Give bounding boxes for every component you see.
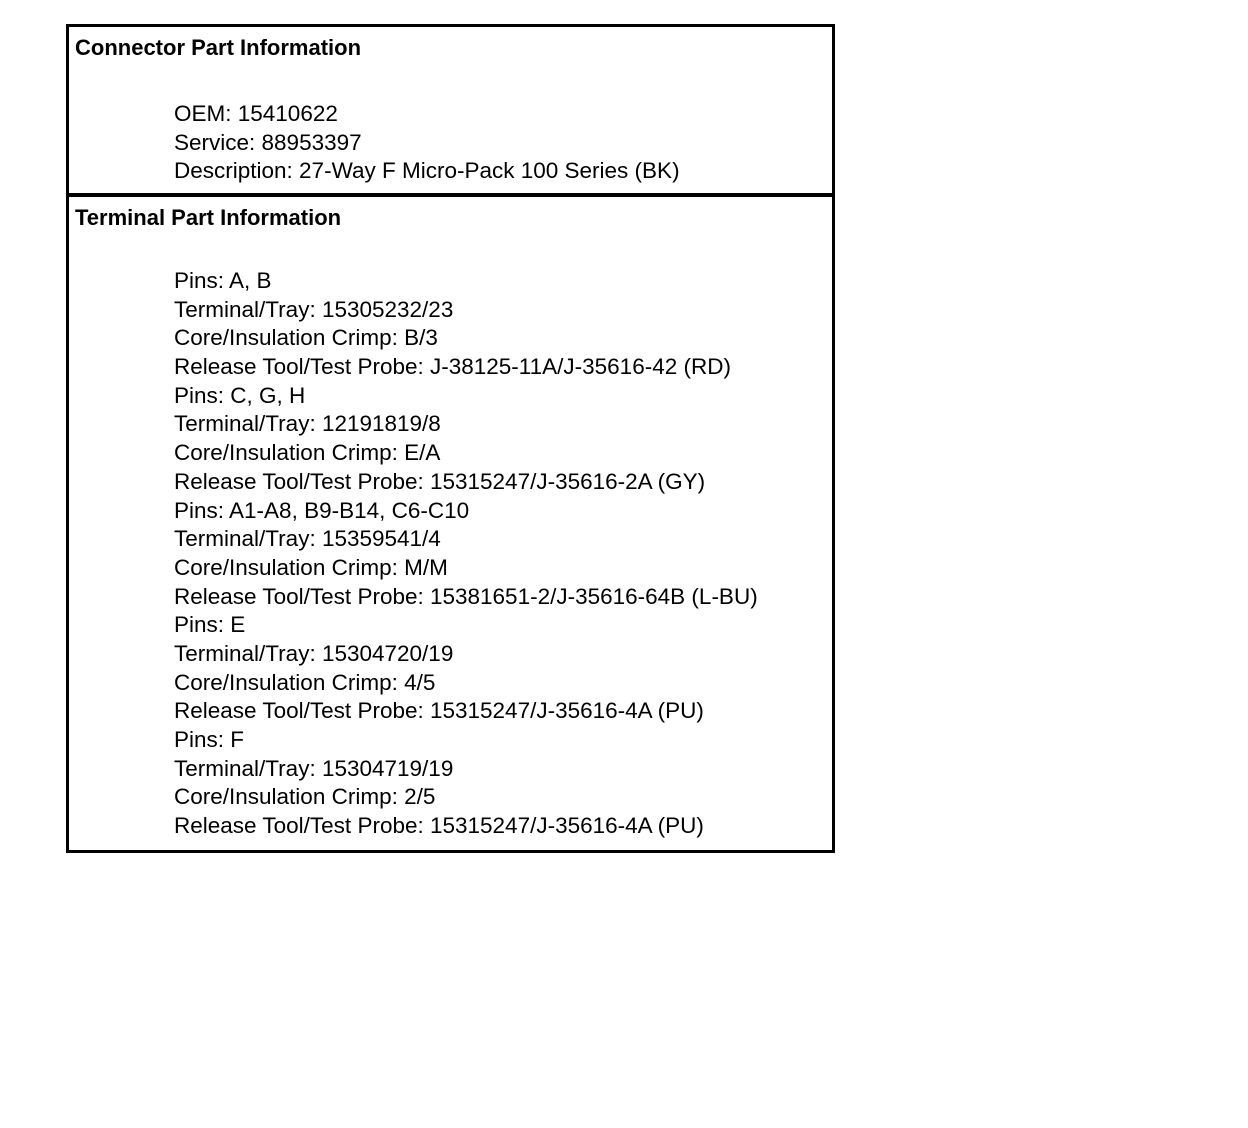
info-line: Terminal/Tray: 15359541/4 (174, 526, 441, 552)
terminal-part-lines (174, 267, 758, 841)
info-line: Pins: F (174, 727, 245, 752)
info-line: Terminal/Tray: 15305232/23 (174, 296, 454, 322)
info-line: Pins: A1-A8, B9-B14, C6-C10 (174, 497, 470, 523)
part-information-table (66, 24, 835, 853)
info-line: Core/Insulation Crimp: B/3 (174, 325, 438, 351)
terminal-part-section (69, 193, 832, 850)
info-line: Service: 88953397 (174, 129, 362, 155)
info-line: Terminal/Tray: 15304720/19 (174, 640, 454, 666)
info-line: Description: 27-Way F Micro-Pack 100 Series (BK) (174, 158, 680, 184)
info-line: OEM: 15410622 (174, 101, 338, 126)
info-line: Terminal/Tray: 15304719/19 (174, 755, 454, 781)
info-line: Core/Insulation Crimp: E/A (174, 440, 441, 466)
connector-part-heading: Connector Part Information (75, 35, 362, 60)
info-line: Pins: C, G, H (174, 382, 306, 408)
info-line: Release Tool/Test Probe: 15315247/J-35616-4A (PU) (174, 698, 704, 724)
connector-part-section (69, 27, 832, 193)
info-line: Terminal/Tray: 12191819/8 (174, 411, 441, 437)
info-line: Release Tool/Test Probe: 15381651-2/J-35616-64B (L-BU) (174, 583, 758, 609)
info-line: Pins: E (174, 612, 246, 638)
info-line: Core/Insulation Crimp: 4/5 (174, 669, 436, 695)
info-line: Release Tool/Test Probe: 15315247/J-35616-4A (PU) (174, 813, 704, 839)
info-line: Pins: A, B (174, 268, 272, 293)
terminal-part-heading: Terminal Part Information (75, 205, 342, 230)
info-line: Release Tool/Test Probe: 15315247/J-35616-2A (GY) (174, 468, 706, 494)
info-line: Core/Insulation Crimp: M/M (174, 554, 448, 580)
info-line: Release Tool/Test Probe: J-38125-11A/J-35616-42 (RD) (174, 354, 731, 380)
connector-part-lines (174, 100, 680, 186)
info-line: Core/Insulation Crimp: 2/5 (174, 784, 436, 810)
